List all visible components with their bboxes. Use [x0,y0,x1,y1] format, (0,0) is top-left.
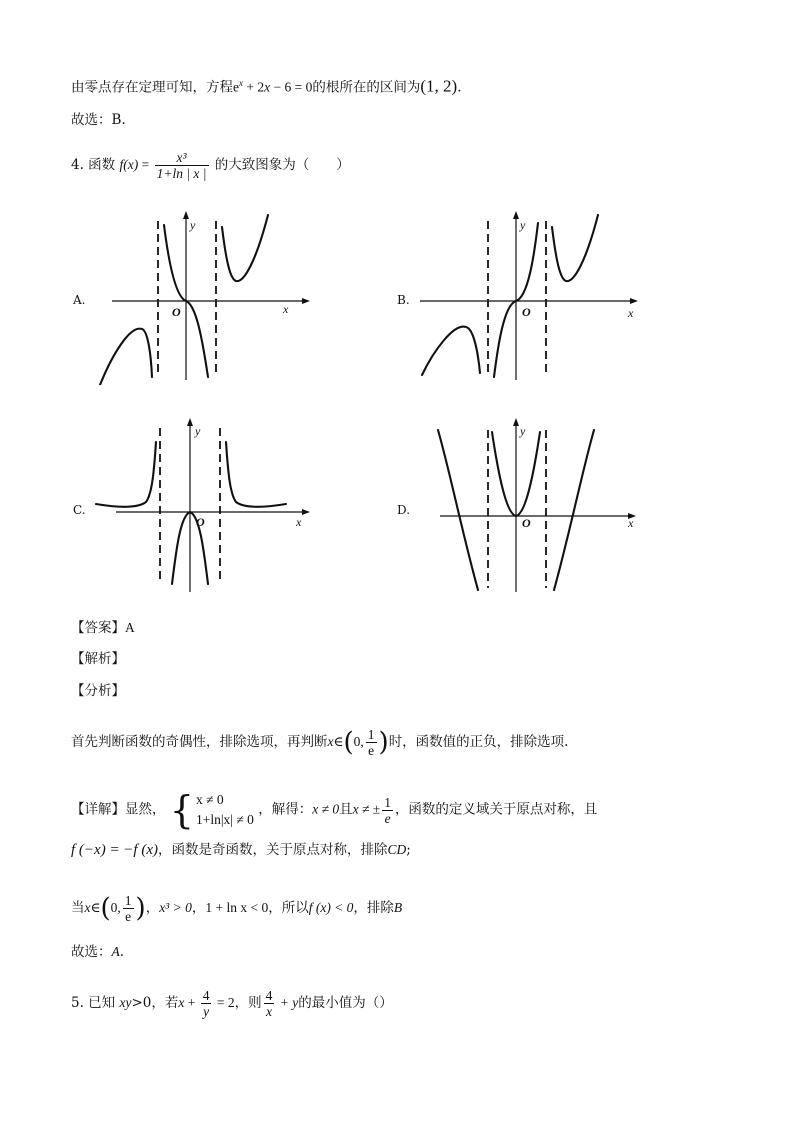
y-label: y [190,218,196,232]
odd-function-line: f (−x) = −f (x)，函数是奇函数，关于原点对称，排除CD; [71,842,411,858]
curve-right [554,430,594,590]
condition-system: x ≠ 0 1+ln|x| ≠ 0 [195,792,254,827]
graph-option-c[interactable] [90,412,320,602]
x-label: x [296,515,302,529]
option-a-label[interactable]: A. [73,293,86,307]
x-axis-arrow [630,298,638,304]
curve-right [552,215,598,281]
select-b-line: 故选：B. [71,112,126,128]
option-d-label[interactable]: D. [397,503,411,517]
answer-tag: 【答案】 [71,620,125,636]
graph-option-b[interactable] [420,205,650,385]
graph-option-a[interactable] [90,205,320,385]
answer-line [71,618,135,638]
x-label: x [628,306,634,320]
intro-line: 由零点存在定理可知，方程$e^x + 2x - 6 = 0$的根所在的区间为(1, 2). [71,76,462,96]
graph-option-d[interactable] [420,412,650,602]
curve-left [96,442,156,507]
curve-left [100,329,152,385]
when-line: 当x∈(0, $\frac{1}{e}$ )，x³ > 0，1 + ln x < 0，所以f (x) < 0，排除B [71,893,403,924]
x-label: x [283,302,289,316]
detail-line: 【详解】显然， { x ≠ 0 1+ln|x| ≠ 0 ，解得：x ≠ 0且x ≠ ± $\frac{1}{e}$ ，函数的定义域关于原点对称，且 [71,788,598,832]
x-label: x [628,516,634,530]
y-axis-arrow [513,211,519,219]
y-axis-arrow [187,418,193,426]
y-label: y [195,424,201,438]
option-c-label[interactable]: C. [73,503,86,517]
fenxi-tag: 【分析】 [71,683,125,699]
analysis-tag: 【解析】 [71,651,125,667]
y-axis-arrow [183,211,189,219]
curve-right [222,215,268,281]
x-axis-arrow [302,298,310,304]
question-4: 4. 函数 f(x) = $\frac{\text{x³}}{1+\ln | x |}$ 的大致图象为（ ） [71,150,350,181]
origin-label: O [196,515,205,529]
option-b-label[interactable]: B. [397,293,410,307]
q4-fraction: $\frac{\text{x³}}{1+\ln | x |}$ [156,150,207,181]
y-label: y [520,424,526,438]
origin-label: O [522,516,531,530]
fenxi-text: 首先判断函数的奇偶性，排除选项，再判断x∈(0, $\frac{1}{e}$ )时，函数值的正负，排除选项. [71,727,569,758]
origin-label: O [522,305,531,319]
x-axis-arrow [302,509,310,515]
answer-value: A [125,620,135,635]
curve-left [438,430,478,590]
y-axis-arrow [513,418,519,426]
origin-label: O [172,305,181,319]
question-5: 5. 已知 xy>0，若x + $\frac{4}{y}$ = 2，则 $\frac{4}{x}$ + y的最小值为（） [71,988,393,1019]
curve-right [226,442,286,507]
curve-left [422,327,480,375]
select-a-line: 故选：A. [71,944,125,960]
y-label: y [520,218,526,232]
